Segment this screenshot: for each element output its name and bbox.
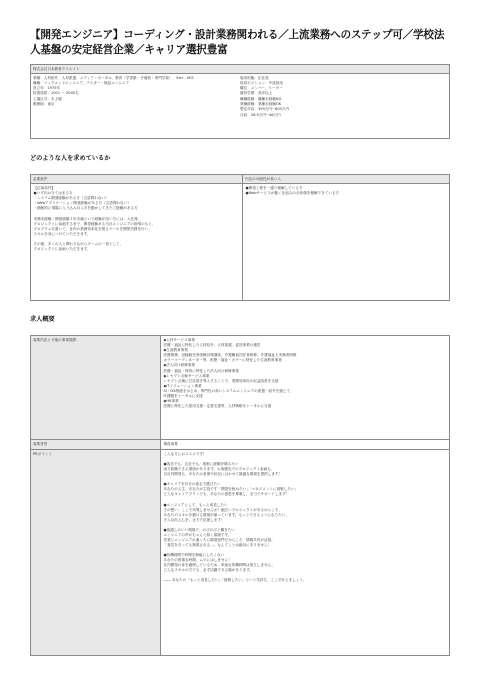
potential-candidate-text: ●開発工程を一通り理解している方 ●Webサービスが動く仕組みの全体像を理解できている方 [243,184,450,301]
job-posting-page [30,28,450,656]
pr-label: PRポイント [31,450,161,656]
business-text: ◆人材サービス事業 医療・福祉に特化した人材紹介、人材派遣、委託事業の運営 ◆生涯教育事業 医療事務、登録販売者受験対策講座、介護職員初任者研修、介護福祉士実務者研修 カラーコーディネーター等、医療・福祉・カラーに特化した生涯教育事業 ◆法人向け研修事業 医療・福祉・保育に特化した法人向け研修事業 ◆レセプト点検サービス事業 レセプト点検に打診頂き導入することで、業務効率化＆収益改善を支援 ◆ITソリューション事業 SI・DX推進をはじめ、専門性の高いシステムエンジニアの派遣・紹介を通じて、 IT課題をトータルに支援 ◆HR事業 医療に特化した採用支援・定着支援等、人材戦略をトータルに支援 [161,336,450,440]
pr-text: こんな方におススメです！ ●客先でも、自社でも、柔軟に経験を積みたい 両方経験できる環境があります。お客様先でのプロジェクト参画も、 自社内開発も、あなたの希望や状況に合わせて最適な環境を提供します！ ●キャリアを自分の意志で選びたい あなたの人生、あなたが主役です「開発を極めたい」「マネジメントに挑戦したい」 どんなキャリアプランでも、あなたの意思を尊重し、全力でサポートします！ ●エンジニアとして、もっと成長したい その想い、ここで実現しませんか？幅広いプロジェクトがあるからこそ、 あなたのスキルを磨ける環境が揃っています。もっとできるようになりたい、 そんな向上心を、全力で応援します！ ●風通しのいい環境で、のびのびと働きたい エンジニアの声がちゃんと届く環境です。 営業とエンジニアが違ったら開発部門だからこそ、情報共有が活発。 「意見を言っても無視される…」なんてことは絶対にありません！ ●待機時間で時間を無駄にしたくない あなたの貴重な時間、ムダにはしません！ 社内開発の体を確保しているため、単純な待機時間は発生しません。 どんなスキルの方でも、必ず活躍できる場があります。 ―― あなたの「もっと成長したい」「挑戦したい」という気持ち、ここで叶えましょう。 [161,450,450,656]
job-summary-table [30,335,450,656]
potential-candidate-header: 内定の可能性が高い人 [243,175,450,184]
company-info-table [30,64,450,139]
company-info-right: 雇用形態：正社員 採用ポジション：中途採用 職位：メンバー、リーダー 最終学歴：高卒以上 職種経験：職種未経験NG 業種経験：業種未経験OK 想定年収：399万円~600万円 月給：28.5万円~46万円 [240,74,450,139]
company-name: 株式会社日本教育クリエイト [31,65,450,74]
business-label: 募集内容と今後の事業展開 [31,336,161,440]
requirements-table [30,174,450,301]
company-info-left: 業種：人材紹介、人材派遣、メディア・ポータル、教育（学習塾・予備校・専門学校）、SIer・SES 職種：バックエンドエンジニア、テスター・検証エンジニア 設立年：1975年 従業員数：1001 ～ 5000名 上場区分：未上場 勤務地：東京 [31,74,241,139]
required-conditions-header: 必要条件 [31,175,243,184]
job-title: 【開発エンジニア】コーディング・設計業務関われる／上流業務へのステップ可／学校法人基盤の安定経営企業／キャリア選択豊富 [30,29,445,56]
required-conditions-text: 【応募条件】 ●いずれか当てはまる方 ・システム開発経験がある方（言語問わない） ・Webアプリケーション開発経験がある方（言語問わない） ・積極的に現場に入り込み自ら手を動かしてきたご経験がある方 実務未経験・開発経験１年未満という経験が浅い方には、入社後、 プロジェクトに参画するまで、開発経験ある当社エンジニアの指導のもと、 プログラムを書いて、社内の業務効率化を図るツールを開発実務を行い、 スキルを身につけていただきます。 その後、多くの人と関わりながらチームの一員として、 プロジェクトに参画いただきます。 [31,184,243,301]
section-title-job-summary: 求人概要 [30,316,55,323]
background-text: 増員募集 [161,440,450,450]
section-title-ideal-person: どのような人を求めているか [30,155,111,162]
background-label: 募集背景 [31,440,161,450]
